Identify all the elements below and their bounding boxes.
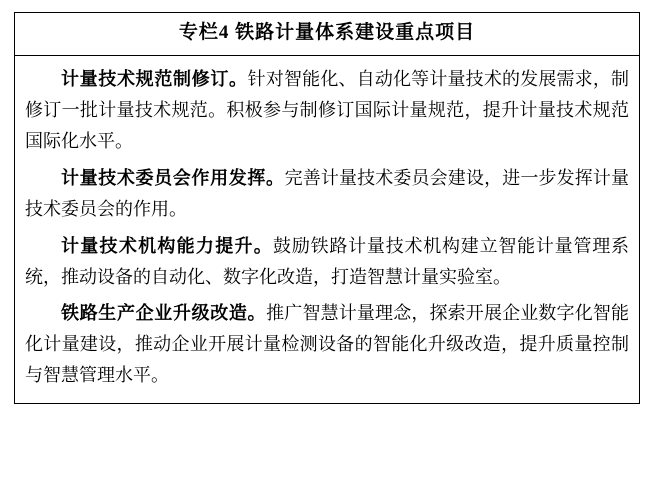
paragraph-text: 完善计量技术委员会建设，进一步发挥计量技术委员会的作用。 (25, 167, 630, 219)
paragraph-text: 推广智慧计量理念，探索开展企业数字化智能化计量建设，推动企业开展计量检测设备的智能化升级改造，提升质量控制与智慧管理水平。 (25, 303, 630, 386)
paragraph (25, 298, 629, 391)
paragraph-lead: 计量技术委员会作用发挥。 (61, 167, 285, 188)
paragraph-text: 鼓励铁路计量技术机构建立智能计量管理系统，推动设备的自动化、数字化改造，打造智慧计量实验室。 (25, 235, 630, 287)
paragraph-text: 针对智能化、自动化等计量技术的发展需求，制修订一批计量技术规范。积极参与制修订国际计量规范，提升计量技术规范国际化水平。 (25, 68, 630, 151)
box-body (15, 56, 639, 404)
paragraph (25, 64, 629, 157)
paragraph-lead: 计量技术规范制修订。 (61, 68, 248, 89)
paragraph-lead: 铁路生产企业升级改造。 (61, 303, 267, 324)
paragraph (25, 163, 629, 225)
feature-box (14, 12, 640, 404)
box-title: 专栏4 铁路计量体系建设重点项目 (15, 13, 639, 56)
paragraph-lead: 计量技术机构能力提升。 (61, 235, 274, 256)
paragraph (25, 231, 629, 293)
